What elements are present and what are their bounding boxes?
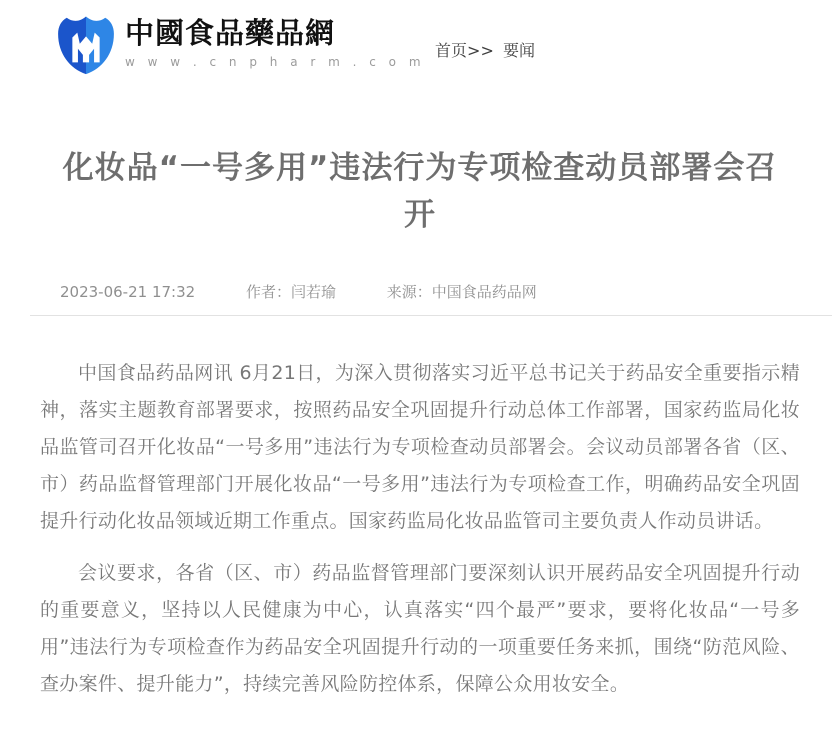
logo-m-icon — [55, 13, 117, 77]
site-url: w w w . c n p h a r m . c o m — [125, 55, 426, 69]
paragraph-1: 中国食品药品网讯 6月21日，为深入贯彻落实习近平总书记关于药品安全重要指示精神，落实主题教育部署要求，按照药品安全巩固提升行动总体工作部署，国家药监局化妆品监管司召开化妆品“一号多用”违法行为专项检查动员部署会。会议动员部署各省（区、市）药品监督管理部门开展化妆品“一号多用”违法行为专项检查工作，明确药品安全巩固提升行动化妆品领域近期工作重点。国家药监局化妆品监管司主要负责人作动员讲话。 — [40, 362, 800, 532]
breadcrumb-section-link[interactable]: 要闻 — [502, 41, 535, 60]
publish-datetime: 2023-06-21 17:32 — [60, 283, 196, 301]
logo-text — [125, 13, 425, 69]
article-title: 化妆品“一号多用”违法行为专项检查动员部署会召开 — [62, 150, 778, 233]
article-meta — [0, 281, 840, 302]
article-author: 作者：闫若瑜 — [245, 283, 336, 301]
article-body — [0, 316, 840, 733]
paragraph-2: 会议要求，各省（区、市）药品监督管理部门要深刻认识开展药品安全巩固提升行动的重要意义，坚持以人民健康为中心，认真落实“四个最严”要求，要将化妆品“一号多用”违法行为专项检查作为药品安全巩固提升行动的一项重要任务来抓，围绕“防范风险、查办案件、提升能力”，持续完善风险防控体系，保障公众用妆安全。 — [40, 562, 800, 695]
breadcrumb — [435, 13, 535, 61]
breadcrumb-separator: >> — [467, 41, 494, 60]
site-header — [0, 0, 840, 95]
site-name: 中國食品藥品網 — [125, 16, 336, 50]
article-source: 来源：中国食品药品网 — [386, 283, 537, 301]
breadcrumb-home-link[interactable]: 首页 — [435, 41, 468, 60]
site-logo[interactable] — [55, 13, 425, 77]
article — [0, 145, 840, 733]
